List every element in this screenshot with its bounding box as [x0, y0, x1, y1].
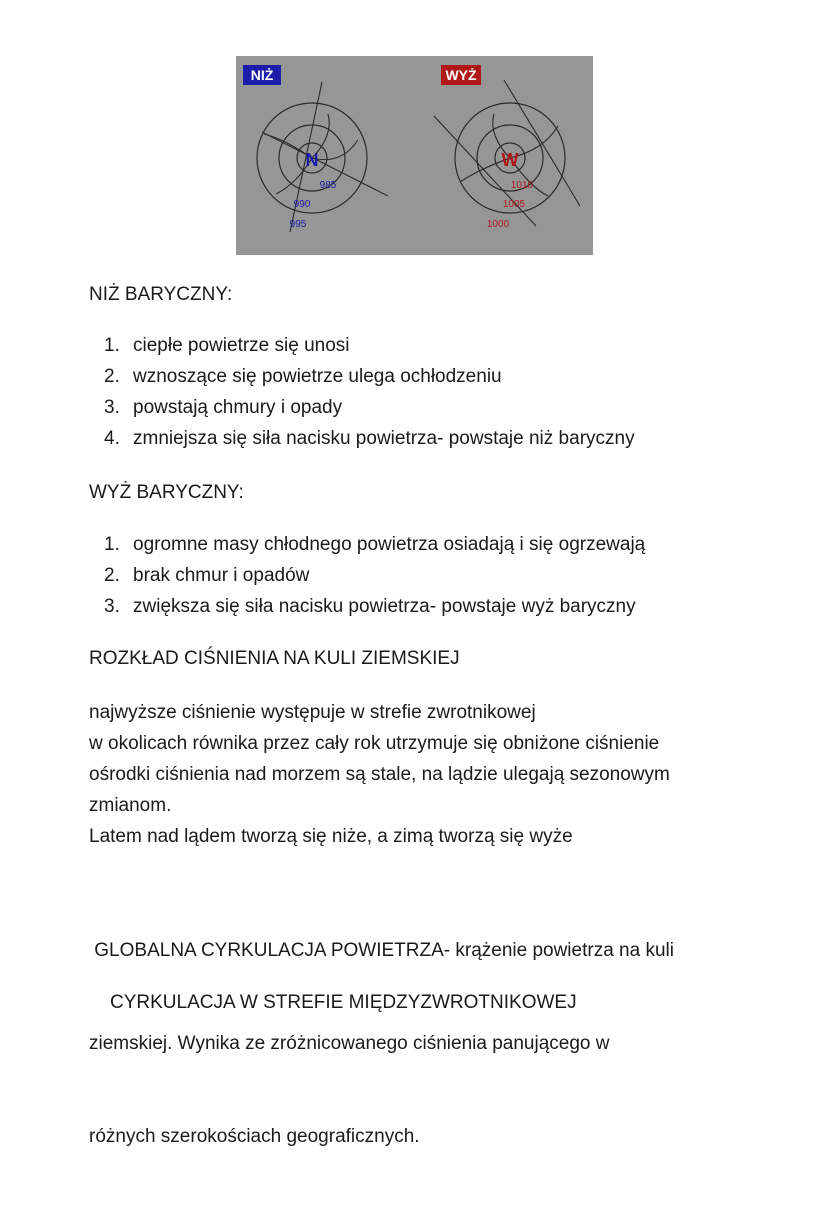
- high-pressure-steps: [104, 529, 645, 622]
- text-line: Latem nad lądem tworzą się niże, a zimą tworzą się wyże: [89, 826, 573, 847]
- text-line: ośrodki ciśnienia nad morzem są stale, na lądzie ulegają sezonowym: [89, 764, 670, 785]
- pressure-systems-figure: [236, 56, 593, 255]
- low-isobar-label: 990: [293, 199, 311, 210]
- pressure-systems-diagram: [236, 56, 593, 255]
- high-center-label: W: [501, 150, 519, 170]
- text-line: GLOBALNA CYRKULACJA POWIETRZA- krążenie powietrza na kuli: [89, 940, 674, 961]
- low-center-label: N: [305, 150, 319, 170]
- low-isobar-label: 995: [289, 219, 307, 230]
- high-pressure-heading: WYŻ BARYCZNY:: [89, 482, 244, 503]
- pressure-distribution-text: [89, 697, 670, 852]
- high-tag: WYŻ: [445, 67, 477, 83]
- text-line: zmianom.: [89, 795, 172, 816]
- low-pressure-diagram: [243, 65, 388, 232]
- list-item: 3. zwiększa się siła nacisku powietrza- powstaje wyż baryczny: [104, 596, 636, 617]
- low-pressure-steps: [104, 330, 635, 454]
- high-isobar-label: 1005: [502, 199, 526, 210]
- list-item: 1. ciepłe powietrze się unosi: [104, 335, 350, 356]
- text-line: najwyższe ciśnienie występuje w strefie zwrotnikowej: [89, 702, 536, 723]
- pressure-distribution-heading: ROZKŁAD CIŚNIENIA NA KULI ZIEMSKIEJ: [89, 648, 460, 669]
- high-isobar-label: 1010: [510, 180, 534, 191]
- list-item: 1. ogromne masy chłodnego powietrza osiadają i się ogrzewają: [104, 534, 646, 555]
- low-isobar-label: 985: [319, 180, 337, 191]
- list-item: 3. powstają chmury i opady: [104, 397, 343, 418]
- high-pressure-diagram: [434, 65, 580, 230]
- list-item: 2. brak chmur i opadów: [104, 565, 310, 586]
- text-line: w okolicach równika przez cały rok utrzymuje się obniżone ciśnienie: [89, 733, 660, 754]
- list-item: 4. zmniejsza się siła nacisku powietrza- powstaje niż baryczny: [104, 428, 635, 449]
- list-item: 2. wznoszące się powietrze ulega ochłodzeniu: [104, 366, 502, 387]
- global-circulation-text: [89, 873, 674, 1214]
- text-line: ziemskiej. Wynika ze zróżnicowanego ciśnienia panującego w: [89, 1033, 610, 1054]
- low-tag: NIŻ: [250, 67, 274, 83]
- low-pressure-heading: NIŻ BARYCZNY:: [89, 284, 233, 305]
- intertropical-circulation-heading: CYRKULACJA W STREFIE MIĘDZYZWROTNIKOWEJ: [110, 992, 577, 1013]
- high-isobar-label: 1000: [486, 219, 510, 230]
- text-line: różnych szerokościach geograficznych.: [89, 1126, 420, 1147]
